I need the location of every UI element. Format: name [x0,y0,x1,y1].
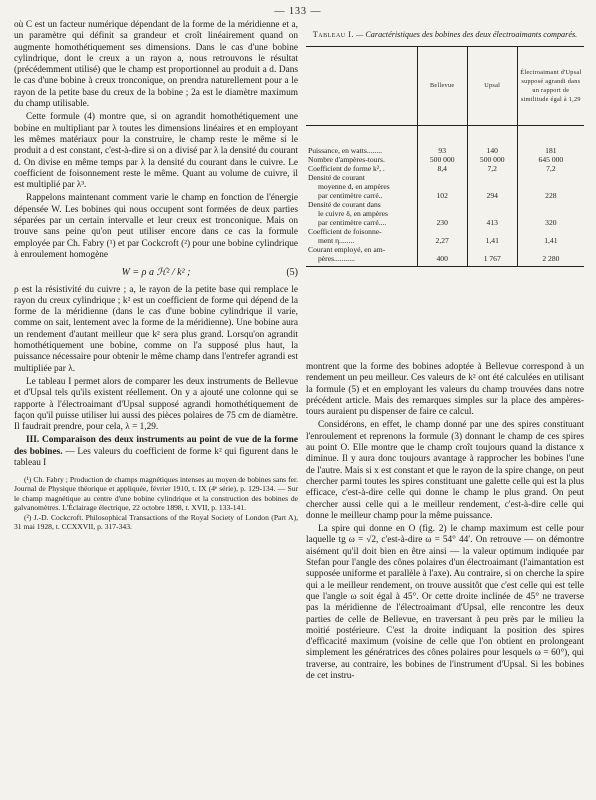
paragraph: Cette formule (4) montre que, si on agrandit homothétiquement une bobine en multipliant par λ toutes les dimensions linéaires et en employant les mêmes matériaux pour la construire, le champ reste le même si le produit a d est constant, c'est-à-dire si on a divisé par λ la densité du courant d. On divise en même temps par λ la densité du courant dans le cuivre. Le coefficient de foisonnement reste le même. Quant au volume de cuivre, il est multiplié par λ³. [14,112,298,191]
row-label-line: Coefficient de forme k², . [308,163,385,173]
row-label-line: ment η........ [318,235,355,245]
table-cell: 1,41 [467,227,517,245]
table-cell: 413 [467,200,517,227]
table-cell: 294 [467,173,517,200]
row-label-line: Courant employé, en am- [308,244,386,254]
table-row [306,164,584,173]
row-label-line: pères........... [318,253,355,263]
table-cell: 2 280 [517,245,584,267]
row-label [306,173,417,200]
row-label-line: Densité de courant [308,172,365,182]
row-label [306,200,417,227]
table-caption-label: Tableau I. [312,30,354,39]
row-label-line: Puissance, en watts........ [308,145,383,155]
table-caption-text: — Caractéristiques des bobines des deux électroaimants comparés. [353,30,578,39]
table-cell: 500 000 [417,155,467,164]
table-cell: 8,4 [417,164,467,173]
table-cell: 645 000 [517,155,584,164]
table-cell: 102 [417,173,467,200]
formula-expression: W = ρ a ℋ² / k² ; [121,267,191,279]
row-label-line: Nombre d'ampères-tours. [308,154,385,164]
table-cell: 230 [417,200,467,227]
formula-5 [14,267,298,278]
column-header: Électroaimant d'Upsal supposé agrandi dans un rapport de similitude égal à 1,29 [517,46,584,125]
table-row [306,125,584,155]
equation-number: (5) [286,267,298,279]
column-header: Bellevue [417,46,467,125]
row-label [306,164,417,173]
table-cell: 320 [517,200,584,227]
paragraph: La spire qui donne en O (fig. 2) le champ maximum est celle pour laquelle tg ω = √2, c'est-à-dire ω = 54° 44′. On retrouve — on démontre aisément qu'il doit bien en être ainsi — la valeur optimum indiquée par Stefan pour l'angle des cônes polaires d'un électroaimant (l'aimantation est supposée uniforme et parallèle à l'axe). Au contraire, si on cherche la spire qui a le meilleur rendement, on trouve aussitôt que c'est celle qui est telle que l'angle ω soit égal à 45°. Or cette droite inclinée de 45° ne traverse pas la méridienne de l'électroaimant d'Upsal, elle rencontre les deux parties de celle de Bellevue, en traversant à peu près par le milieu la moitié postérieure. C'est la droite indiquant la position des spires d'efficacité maximum (voisine de celle que l'on obtient en prolongeant simplement les génératrices des cônes polaires pour lesquels ω = 60°), qui traverse, au contraire, les bobines de l'instrument d'Upsal. Si les bobines de cet instru- [306,524,584,682]
footnote: (¹) Ch. Fabry ; Production de champs magnétiques intenses au moyen de bobines sans fer. Journal de Physique théorique et appliquée, février 1910, t. IX (4ᵉ série), p. 129-134. — Sur le champ magnétique au centre d'une bobine cylindrique et la construction des bobines de galvanomètres. L'Éclairage électrique, 22 octobre 1898, t. XVII, p. 133-141. [14,475,298,512]
row-label [306,245,417,267]
paragraph: Rappelons maintenant comment varie le champ en fonction de l'énergie dépensée W. Les bobines qui nous occupent sont formées de deux parties séparées par un certain intervalle et leur creux est tronconique. Mais on trouve sans peine qu'on peut utiliser encore dans ce cas la formule employée par Ch. Fabry (¹) et par Cockcroft (²) pour une bobine cylindrique à enroulement homogène [14,193,298,260]
table-header-row [306,46,584,125]
paragraph: montrent que la forme des bobines adoptée à Bellevue correspond à un rendement un peu meilleur. Ces valeurs de k² ont été calculées en utilisant la formule (5) et en employant les valeurs du champ trouvées dans notre précédent article. Mais des remarques simples sur la place des ampères-tours auraient pu dispenser de faire ce calcul. [306,362,584,418]
footnote: (²) J.-D. Cockcroft. Philosophical Transactions of the Royal Society of London (Part A), 31 mai 1928, t. CCXXVII, p. 317-343. [14,513,298,532]
characteristics-table [306,46,584,267]
table-row [306,227,584,245]
row-label-line: par centimètre carré.... [318,217,387,227]
table-header-blank [306,46,417,125]
table-caption [306,30,584,40]
table-cell: 2,27 [417,227,467,245]
table-cell: 7,2 [467,164,517,173]
row-label-line: Densité de courant dans [308,199,381,209]
paragraph: Considérons, en effet, le champ donné par une des spires constituant l'enroulement et reprenons la formule (3) donnant le champ de ces spires au point O. Elle montre que le champ croît toujours quand la distance x diminue. Il y aura donc toujours avantage à rapprocher les bobines l'une de l'autre. Mais si x est constant et que le rayon de la spire change, on peut chercher parmi toutes les spires constituant une galette celle qui est la plus efficace, c'est-à-dire celle qui donne le champ le plus grand. On peut chercher aussi celle qui a le meilleur rendement, c'est-à-dire celle qui donne le meilleur champ pour la même puissance. [306,420,584,521]
page-number: — 133 — [274,6,322,17]
table-row [306,245,584,267]
table-cell: 400 [417,245,467,267]
section-paragraph [14,435,298,469]
section-heading: III. Comparaison des deux instruments au point de vue de la forme des bobines. [14,435,298,457]
paragraph: ρ est la résistivité du cuivre ; a, le rayon de la petite base qui remplace le rayon du creux cylindrique ; k² est un coefficient de forme qui dépend de la forme de la méridienne (dans le cas d'une bobine cylindrique il varie, comme on sait, lentement avec la forme de la méridienne). Une bobine aura un rendement d'autant meilleur que k² sera plus grand. Lorsqu'on agrandit homothétiquement une bobine, comme on l'a supposé plus haut, la puissance nécessaire pour obtenir le même champ dans l'entrefer agrandi est multipliée par λ. [14,284,298,374]
table-cell: 140 [467,125,517,155]
table-cell: 500 000 [467,155,517,164]
table-cell: 181 [517,125,584,155]
right-column [306,362,584,684]
row-label-line: Coefficient de foisonne- [308,226,382,236]
row-label [306,155,417,164]
table-cell: 1,41 [517,227,584,245]
row-label-line: le cuivre δ, en ampères [318,208,388,218]
table-cell: 1 767 [467,245,517,267]
table-row [306,155,584,164]
footnotes [14,475,298,531]
table-cell: 7,2 [517,164,584,173]
row-label [306,227,417,245]
table-cell: 228 [517,173,584,200]
left-column [14,20,298,533]
table-cell: 93 [417,125,467,155]
row-label [306,125,417,155]
table-row [306,173,584,200]
row-label-line: moyenne d, en ampères [318,181,390,191]
row-label-line: par centimètre carré.. [318,190,383,200]
column-header: Upsal [467,46,517,125]
table-row [306,200,584,227]
section-text: — Les valeurs du coefficient de forme k² qui figurent dans le tableau I [14,446,298,468]
paragraph: Le tableau I permet alors de comparer les deux instruments de Bellevue et d'Upsal tels qu'ils existent réellement. On y a ajouté une colonne qui se rapporte à l'électroaimant d'Upsal supposé agrandi homothétiquement de façon qu'il puisse utiliser lui aussi des pièces polaires de 75 cm de diamètre. Il faudrait prendre, pour cela, λ = 1,29. [14,376,298,433]
table-1 [306,20,584,267]
paragraph: où C est un facteur numérique dépendant de la forme de la méridienne et a, un paramètre qui définit sa grandeur et croît linéairement quand on augmente homothétiquement ses dimensions. Dans le cas d'une bobine cylindrique, dont le creux a un rayon a, nous retrouvons le résultat (précédemment utilisé) que le champ est proportionnel au produit a d. Dans le cas d'une bobine à creux tronconique, on prendra naturellement pour a le rayon de la petite base du creux de la bobine ; 2a est le diamètre maximum du champ utilisable. [14,20,298,110]
